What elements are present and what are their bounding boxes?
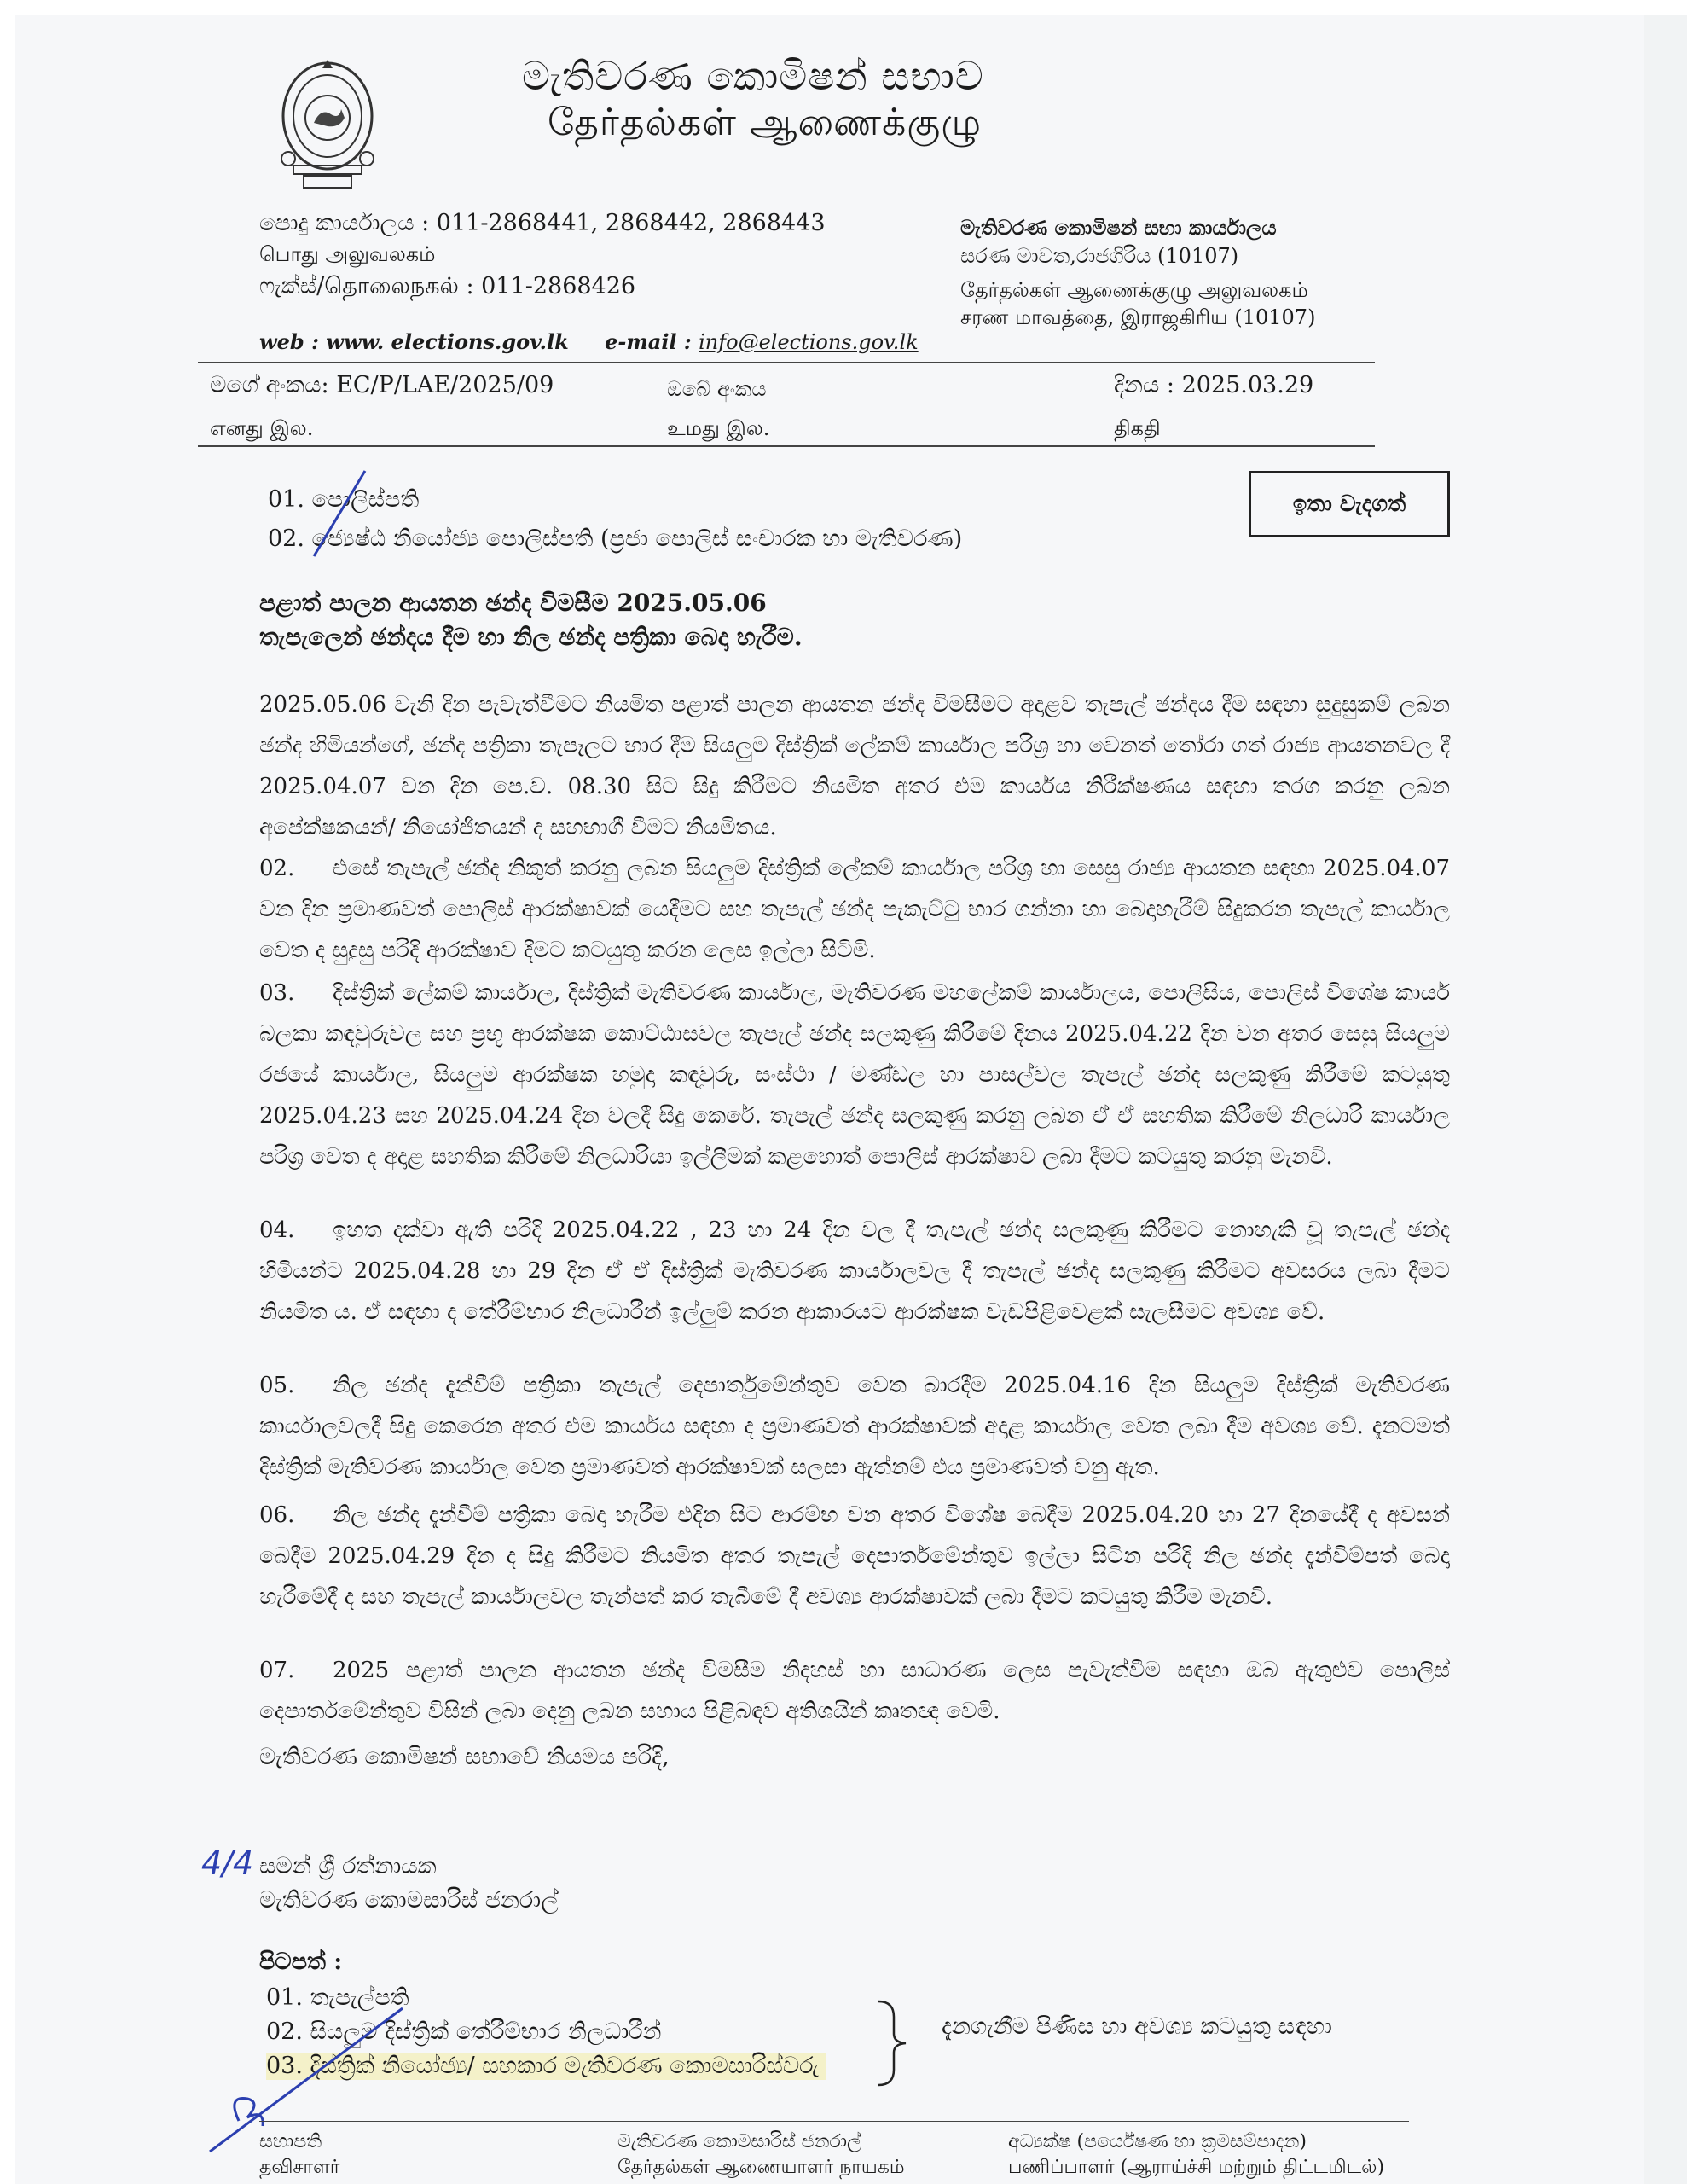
paragraph-2 [259,848,1450,971]
cc-note: දැනගැනීම පිණිස හා අවශ්‍ය කටයුතු සඳහා [942,2013,1332,2040]
subject-line-2: තැපැලෙන් ඡන්දය දීම හා නිල ඡන්ද පත්‍රිකා බෙදා හැරීම. [259,623,803,651]
office-name-sinhala: මැතිවරණ කොමිෂන් සභා කාර්යාලය [960,215,1277,240]
footer-director [1008,2129,1384,2181]
fax-number: ෆැක්ස්/தொலைநகல் : 011-2868426 [259,273,636,299]
addressee-1: 01. පොලිස්පති [268,486,420,513]
signer-title: මැතිවරණ කොමසාරිස් ජනරාල් [259,1887,559,1914]
website: web : www. elections.gov.lk [259,329,569,354]
pen-mark [305,468,374,561]
paragraph-number: 03. [259,980,295,1006]
footer-chairman-ta: தவிசாளர் [259,2157,340,2178]
handwritten-signature: 4/4 [201,1844,254,1882]
address-sinhala: සරණ මාවත,රාජගිරිය (10107) [960,244,1239,268]
paragraph-number: 07. [259,1658,295,1683]
paragraph-7 [259,1650,1450,1732]
paragraph-number: 02. [259,856,295,881]
your-reference: ඔබේ අංකය [667,377,767,401]
office-tamil: பொது அலுவலகம் [259,242,436,266]
footer-director-si: අධ්‍යක්ෂ (පර්යේෂණ හා ක්‍රමසම්පාදන) [1008,2131,1307,2152]
paragraph-4 [259,1210,1450,1333]
paragraph-text: නිල ඡන්ද දැන්වීම් පත්‍රිකා තැපැල් දෙපාර්තුමේන්තුව වෙත බාරදීම 2025.04.16 දින සියලුම දිස්ත්‍රික් මැතිවරණ කාර්යාලවලදී සිදු කෙරෙන අතර එම කාර්යය සඳහා ද ප්‍රමාණවත් ආරක්ෂාවක් අදාළ කාර්යාල වෙත ලබා දීම අවශ්‍ය වේ. දැනටමත් දිස්ත්‍රික් මැතිවරණ කාර්යාල වෙත ප්‍රමාණවත් ආරක්ෂාවක් සලසා ඇත්නම් එය ප්‍රමාණවත් වනු ඇත. [259,1373,1450,1480]
copies-label: පිටපත් : [259,1949,343,1975]
paragraph-number: 05. [259,1373,295,1398]
commission-title-sinhala: මැතිවරණ කොමිෂන් සභාව [522,53,984,99]
footer-commissioner-si: මැතිවරණ කොමසාරිස් ජනරාල් [617,2131,861,2152]
paragraph-text: 2025.05.06 වැනි දින පැවැත්වීමට නියමිත පළාත් පාලන ආයතන ඡන්ද විමසීමට අදාළව තැපැල් ඡන්දය දීම සඳහා සුදුසුකම් ලබන ඡන්ද හිමියන්ගේ, ඡන්ද පත්‍රිකා තැපෑලට භාර දීම සියලුම දිස්ත්‍රික් ලේකම් කාර්යාල පරිශ්‍ර හා වෙනත් තෝරා ගත් රාජ්‍ය ආයතනවල දී 2025.04.07 වන දින පෙ.ව. 08.30 සිට සිදු කිරීමට නියමිත අතර එම කාර්යය නිරීක්ෂණය සඳහා තරග කරනු ලබන අපේක්ෂකයන්/ නියෝජිතයන් ද සහභාගී වීමට නියමිතය. [259,692,1450,840]
paragraph-3 [259,973,1450,1177]
footer-chairman [259,2129,339,2181]
closing-line: මැතිවරණ කොමිෂන් සභාවේ නියමය පරිදි, [259,1744,670,1770]
paragraph-number: 04. [259,1217,295,1243]
subject-line-1: පළාත් පාලන ආයතන ඡන්ද විමසීම 2025.05.06 [259,589,767,617]
office-phone: පොදු කාර්යාලය : 011-2868441, 2868442, 2868443 [259,210,826,236]
sri-lanka-emblem-icon [278,56,377,193]
paragraph-text: ඉහත දක්වා ඇති පරිදි 2025.04.22 , 23 හා 24 දින වල දී තැපැල් ඡන්ද සලකුණු කිරීමට නොහැකි වූ තැපැල් ඡන්ද හිමියන්ට 2025.04.28 හා 29 දින ඒ ඒ දිස්ත්‍රික් මැතිවරණ කාර්යාලවල දී තැපැල් ඡන්ද සලකුණු කිරීමට අවසරය ලබා දීමට නියමිත ය. ඒ සඳහා ද තේරීම්භාර නිලධාරීන් ඉල්ලුම් කරන ආකාරයට ආරක්ෂක වැඩපිළිවෙළක් සැලසීමට අවශ්‍ය වේ. [259,1217,1450,1325]
address-tamil: சரண மாவத்தை, இராஜகிரிய (10107) [960,305,1316,329]
footer-chairman-si: සභාපති [259,2131,322,2152]
signer-name: සමන් ශ්‍රී රත්නායක [259,1853,437,1879]
addressee-2: 02. ජ්‍යෙෂ්ඨ නියෝජ්‍ය පොලිස්පති (ප්‍රජා පොලිස් සංචාරක හා මැතිවරණ) [268,526,963,552]
paragraph-text: දිස්ත්‍රික් ලේකම් කාර්යාල, දිස්ත්‍රික් මැතිවරණ කාර්යාල, මැතිවරණ මහලේකම් කාර්යාලය, පොලිසිය, පොලිස් විශේෂ කාර්ය බලකා කඳවුරුවල සහ ප්‍රභූ ආරක්ෂක කොට්ඨාසවල තැපැල් ඡන්ද සලකුණු කිරීමේ දිනය 2025.04.22 දින වන අතර සෙසු සියලුම රජයේ කාර්යාල, සියලුම ආරක්ෂක හමුදා කඳවුරු, සංස්ථා / මණ්ඩල හා පාසල්වල තැපැල් ඡන්ද සලකුණු කිරීමේ කටයුතු 2025.04.23 සහ 2025.04.24 දින වලදී සිදු කෙරේ. තැපැල් ඡන්ද සලකුණු කරනු ලබන ඒ ඒ සහතික කිරීමේ නිලධාරි කාර්යාල පරිශ්‍ර වෙත ද අදාළ සහතික කිරීමේ නිලධාරියා ඉල්ලීමක් කළහොත් පොලිස් ආරක්ෂාව ලබා දීමට කටයුතු කරනු මැනවි. [259,980,1450,1170]
footer-rule [259,2121,1409,2122]
my-reference: මගේ අංකය: EC/P/LAE/2025/09 [210,372,554,398]
footer-commissioner-ta: தேர்தல்கள் ஆணையாளர் நாயகம் [617,2157,905,2178]
your-reference-tamil: உமது இல. [667,416,770,440]
commission-title-tamil: தேர்தல்கள் ஆணைக்குழு [548,101,983,144]
paragraph-text: නිල ඡන්ද දැන්වීම් පත්‍රිකා බෙදා හැරීම එදින සිට ආරම්භ වන අතර විශේෂ බෙදීම 2025.04.20 හා 27 දිනයේදී ද අවසන් බෙදීම 2025.04.29 දින ද සිදු කිරීමට නියමිත අතර තැපැල් දෙපාර්තමේන්තුව ඉල්ලා සිටින පරිදි නිල ඡන්ද දැන්වීම්පත් බෙදා හැරීමේදී ද සහ තැපැල් කාර්යාලවල තැන්පත් කර තැබීමේ දී අවශ්‍ය ආරක්ෂාවක් ලබා දීමට කටයුතු කිරීම මැනවි. [259,1502,1450,1610]
paragraph-5 [259,1365,1450,1488]
header-rule [198,362,1375,363]
paragraph-number: 06. [259,1502,295,1528]
urgent-stamp: ඉතා වැදගත් [1249,471,1450,537]
letter-date: දිනය : 2025.03.29 [1114,372,1314,398]
office-name-tamil: தேர்தல்கள் ஆணைக்குழு அலுவலகம் [960,278,1308,302]
footer-director-ta: பணிப்பாளர் (ஆராய்ச்சி மற்றும் திட்டமிடல்) [1008,2157,1385,2178]
cc-item-2: 02. සියලුම දිස්ත්‍රික් තේරීම්භාර නිලධාරීන් [266,2018,662,2045]
paragraph-text: එසේ තැපැල් ඡන්ද නිකුත් කරනු ලබන සියලුම දිස්ත්‍රික් ලේකම් කාර්යාල පරිශ්‍ර හා සෙසු රාජ්‍ය ආයතන සඳහා 2025.04.07 වන දින ප්‍රමාණවත් පොලිස් ආරක්ෂාවක් යෙදීමට සහ තැපැල් ඡන්ද පැකැට්ටු භාර ගන්නා හා බෙදාහැරීම් සිදුකරන තැපැල් කාර්යාල වෙත ද සුදුසු පරිදි ආරක්ෂාව දීමට කටයුතු කරන ලෙස ඉල්ලා සිටිමි. [259,856,1450,963]
paragraph-6 [259,1495,1450,1618]
cc-item-3: 03. දිස්ත්‍රික් නියෝජ්‍ය/ සහකාර මැතිවරණ කොමසාරිස්වරු [266,2053,826,2080]
brace-icon [875,1998,909,2088]
paragraph-text: 2025 පළාත් පාලන ආයතන ඡන්ද විමසීම නිදහස් හා සාධාරණ ලෙස පැවැත්වීම සඳහා ඔබ ඇතුළුව පොලිස් දෙපාර්තමේන්තුව විසින් ලබා දෙනු ලබන සහාය පිළිබඳව අතිශයින් කෘතඥ වෙමි. [259,1658,1450,1724]
email-link[interactable]: info@elections.gov.lk [699,330,919,354]
scan-edge [1644,15,1687,2184]
my-reference-tamil: எனது இல. [210,416,314,440]
email-label: e-mail : [605,329,692,354]
paragraph-1 [259,684,1450,848]
footer-commissioner [617,2129,905,2181]
reference-rule [198,445,1375,447]
date-tamil: திகதி [1114,416,1161,440]
cc-item-1: 01. තැපැල්පති [266,1984,409,2011]
